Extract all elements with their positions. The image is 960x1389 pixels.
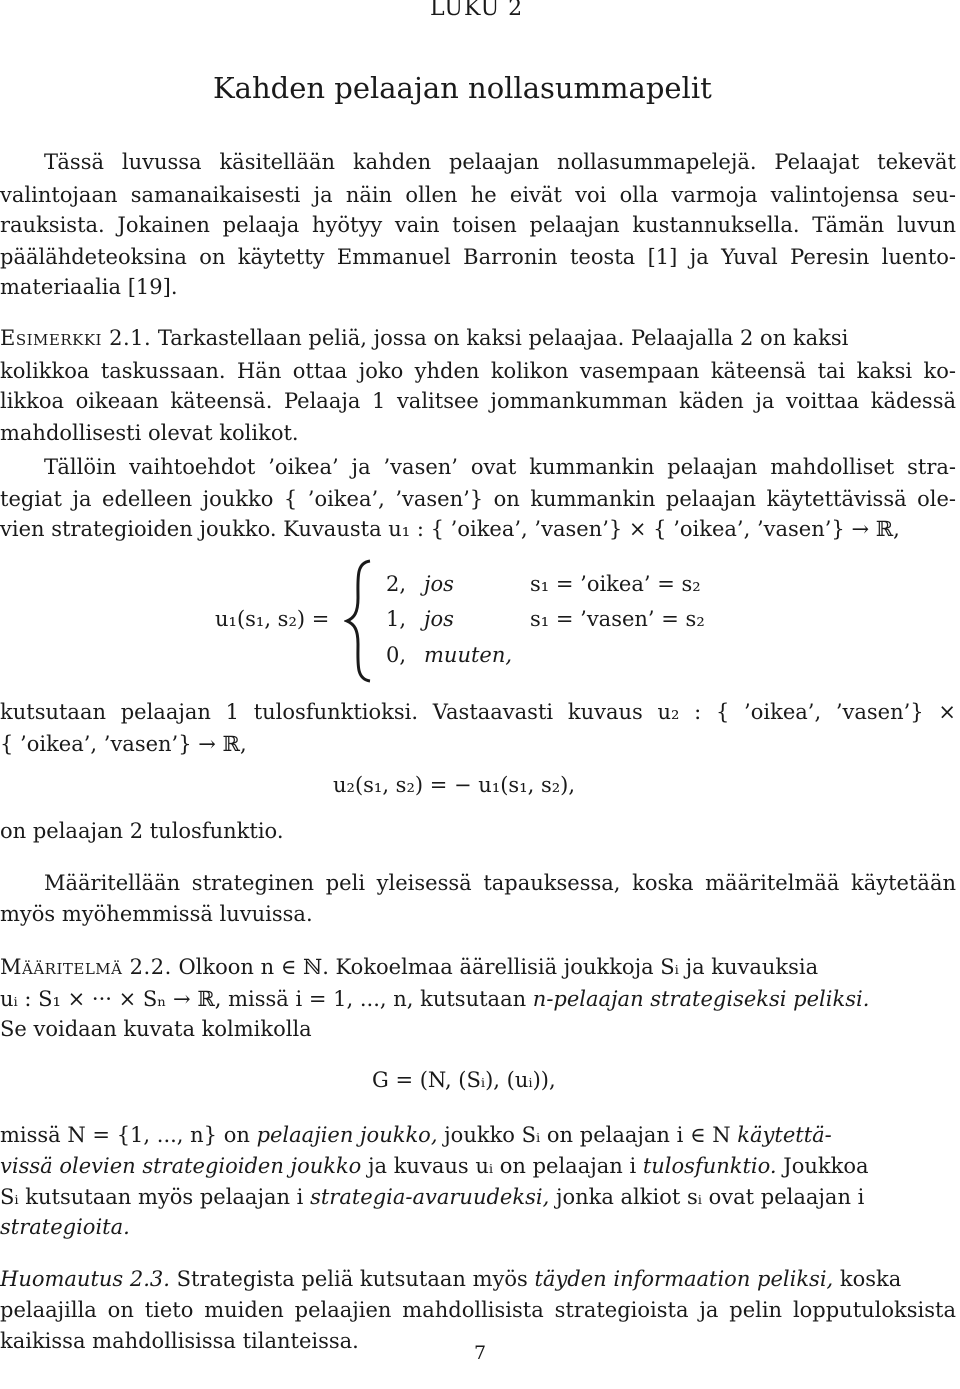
chapter-title: Kahden pelaajan nollasummapelit [213, 71, 712, 105]
equation-g: G = (N, (Sᵢ), (uᵢ)), [372, 1068, 556, 1092]
definition-label: Määritelmä 2.2. [0, 955, 172, 979]
definition-text: joukko Sᵢ on pelaajan i ∈ N [437, 1123, 738, 1147]
page-number: 7 [474, 1342, 487, 1364]
definition-text: uᵢ : S₁ × ··· × Sₙ → ℝ, missä i = 1, ..., n, kutsutaan [0, 987, 533, 1011]
definition-term: strategia-avaruudeksi, [310, 1185, 550, 1209]
case-value: 2, [386, 572, 407, 596]
intro-line: materiaalia [19]. [0, 275, 178, 299]
definition-text: Sᵢ kutsutaan myös pelaajan i [0, 1185, 311, 1209]
definition-term: pelaajien joukko, [256, 1123, 438, 1147]
remark-text: koska [833, 1267, 902, 1291]
example-line: likkoa oikeaan käteensä. Pelaaja 1 valitsee jommankumman käden ja voittaa kädessä [0, 389, 956, 413]
definition-text: ja kuvaus uᵢ on pelaajan i [361, 1154, 643, 1178]
chapter-label: LUKU 2 [430, 0, 524, 21]
example-line: Tällöin vaihtoehdot ’oikea’ ja ’vasen’ ovat kummankin pelaajan mahdolliset stra- [44, 455, 956, 479]
left-brace-icon [344, 558, 374, 684]
definition-line-2 [0, 984, 956, 1014]
example-line: vien strategioiden joukko. Kuvausta u₁ : { ’oikea’, ’vasen’} × { ’oikea’, ’vasen’} → ℝ, [0, 517, 900, 541]
example-line: tegiat ja edelleen joukko { ’oikea’, ’vasen’} on kummankin pelaajan käytettävissä ole- [0, 487, 956, 511]
definition-term: käytettä- [737, 1123, 832, 1147]
case-value: 0, [386, 643, 407, 667]
case-condition: jos [424, 572, 454, 596]
remark-text: Strategista peliä kutsutaan myös [169, 1267, 535, 1291]
definition-line-5 [0, 1151, 956, 1181]
case-condition: jos [424, 607, 454, 631]
definition-text: Joukkoa [776, 1154, 869, 1178]
body-line: on pelaajan 2 tulosfunktio. [0, 819, 284, 843]
case-condition: muuten, [424, 643, 513, 667]
body-line: Määritellään strateginen peli yleisessä tapauksessa, koska määritelmää käytetään [44, 871, 956, 895]
example-text: Tarkastellaan peliä, jossa on kaksi pelaajaa. Pelaajalla 2 on kaksi [157, 326, 849, 350]
example-label: Esimerkki 2.1. [0, 326, 152, 350]
remark-line: pelaajilla on tieto muiden pelaajien mahdollisista strategioista ja pelin lopputuloksista [0, 1298, 956, 1322]
body-line: { ’oikea’, ’vasen’} → ℝ, [0, 732, 247, 756]
remark-term: täyden informaation peliksi, [534, 1267, 834, 1291]
case-value: 1, [386, 607, 407, 631]
definition-text: Olkoon n ∈ ℕ. Kokoelmaa äärellisiä joukkoja Sᵢ ja kuvauksia [178, 955, 819, 979]
cases-lhs: u₁(s₁, s₂) = [215, 607, 330, 631]
definition-text: missä N = {1, ..., n} on [0, 1123, 257, 1147]
definition-term: tulosfunktio. [642, 1154, 777, 1178]
intro-line: rauksista. Jokainen pelaaja hyötyy vain toisen pelaajan kustannuksella. Tämän luvun [0, 213, 956, 237]
remark-line: kaikissa mahdollisissa tilanteissa. [0, 1329, 359, 1353]
example-line: kolikkoa taskussaan. Hän ottaa joko yhden kolikon vasempaan käteensä tai kaksi ko- [0, 359, 956, 383]
remark-line-1 [0, 1264, 956, 1294]
definition-line: strategioita. [0, 1215, 130, 1239]
definition-text: jonka alkiot sᵢ ovat pelaajan i [549, 1185, 865, 1209]
definition-line-4 [0, 1120, 956, 1150]
case-rhs: s₁ = ’vasen’ = s₂ [530, 607, 705, 631]
definition-line-1 [0, 952, 956, 982]
definition-term: n-pelaajan strategiseksi peliksi. [532, 987, 870, 1011]
body-line: kutsutaan pelaajan 1 tulosfunktioksi. Vastaavasti kuvaus u₂ : { ’oikea’, ’vasen’} × [0, 700, 956, 724]
body-line: myös myöhemmissä luvuissa. [0, 902, 313, 926]
definition-line-6 [0, 1182, 956, 1212]
definition-term: vissä olevien strategioiden joukko [0, 1154, 362, 1178]
intro-line: päälähdeteoksina on käytetty Emmanuel Barronin teosta [1] ja Yuval Peresin luento- [0, 245, 956, 269]
remark-label: Huomautus 2.3. [0, 1267, 170, 1291]
case-rhs: s₁ = ’oikea’ = s₂ [530, 572, 701, 596]
definition-line: Se voidaan kuvata kolmikolla [0, 1017, 312, 1041]
example-line-1 [0, 323, 956, 353]
intro-line: Tässä luvussa käsitellään kahden pelaajan nollasummapelejä. Pelaajat tekevät [44, 150, 956, 174]
intro-line: valintojaan samanaikaisesti ja näin ollen he eivät voi olla varmoja valintojensa seu- [0, 183, 956, 207]
equation-u2: u₂(s₁, s₂) = − u₁(s₁, s₂), [333, 773, 576, 797]
example-line: mahdollisesti olevat kolikot. [0, 421, 299, 445]
